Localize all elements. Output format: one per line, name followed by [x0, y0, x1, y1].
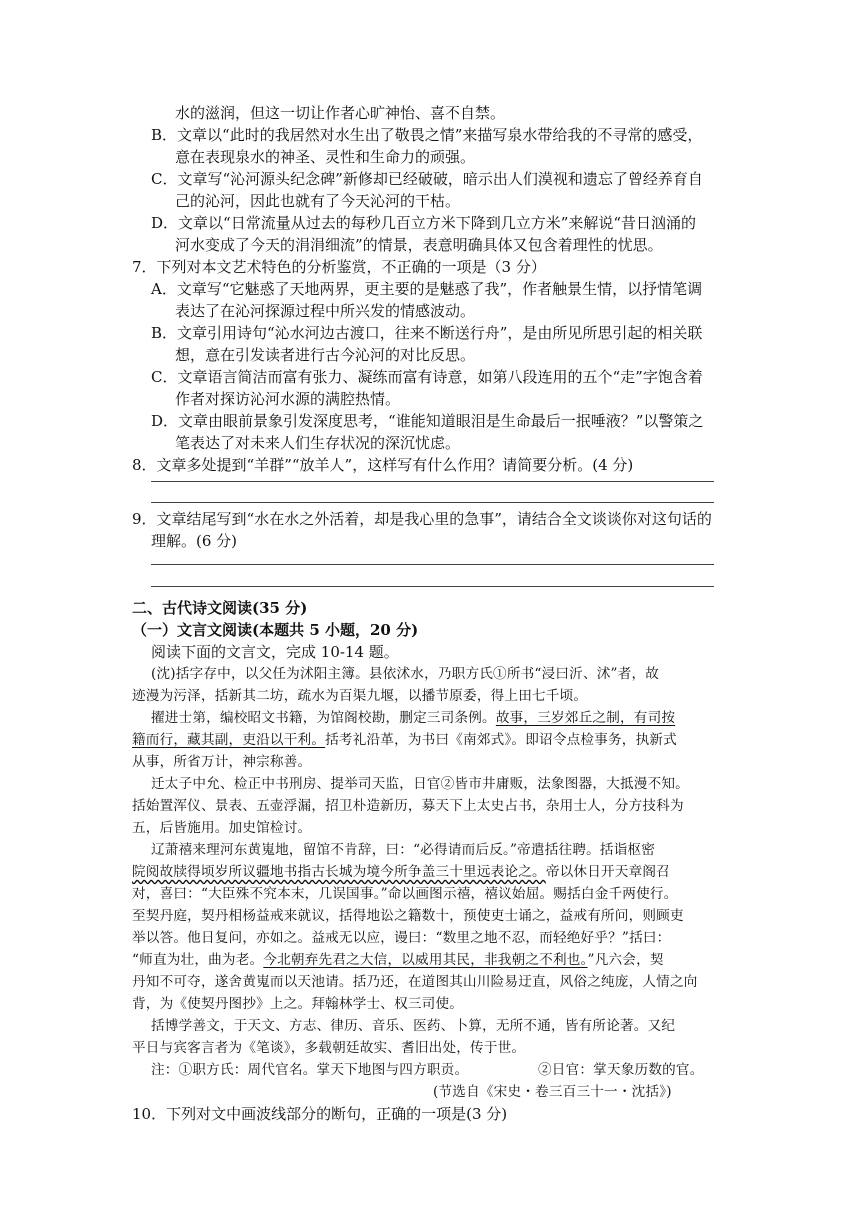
passage-text: ”凡六会，契	[587, 952, 664, 968]
q7-option-a-cont: 表达了在沁河探源过程中所兴发的情感波动。	[175, 302, 476, 320]
q7-stem: 7．下列对本文艺术特色的分析鉴赏，不正确的一项是（3 分）	[132, 258, 546, 276]
passage-line: 至契丹庭，契丹相杨益戒来就议，括得地讼之籍数十，预使吏士诵之，益戒有所问，则顾吏	[132, 908, 684, 924]
underlined-sentence: 今北朝弃先君之大信，以威用其民，非我朝之不利也。	[263, 952, 588, 968]
passage-text: 帝以休日开天章阁召	[545, 864, 670, 880]
passage-text: 擢进士第，编校昭文书籍，为馆阁校勘，删定三司条例。	[151, 710, 496, 726]
passage-line: 举以答。他日复问，亦如之。益戒无以应，谩曰：“数里之地不忍，而轻绝好乎？”括曰：	[132, 930, 671, 946]
instruction: 阅读下面的文言文，完成 10-14 题。	[151, 643, 399, 661]
answer-line	[151, 481, 714, 482]
passage-line: 对，喜曰：“大臣殊不究本末，几误国事。”命以画图示禧，禧议始屈。赐括白金千两使行。	[132, 886, 678, 902]
passage-text: “师直为壮，曲为老。	[132, 952, 264, 968]
passage-line: 迁太子中允、检正中书刑房、提举司天监，日官②皆市井庸贩，法象图器，大抵漫不知。	[151, 776, 689, 792]
q7-option-d-cont: 笔表达了对未来人们生存状况的深沉忧虑。	[175, 434, 461, 452]
subsection-title: （一）文言文阅读(本题共 5 小题，20 分)	[132, 621, 419, 639]
passage-line: 五，后皆施用。加史馆检讨。	[132, 820, 312, 836]
answer-line	[151, 564, 714, 565]
passage-line	[132, 949, 664, 971]
q9-stem-cont: 理解。(6 分)	[151, 532, 238, 550]
underlined-sentence: 故事，三岁郊丘之制，有司按	[495, 710, 676, 726]
passage-line: 背，为《使契丹图抄》上之。拜翰林学士、权三司使。	[132, 996, 464, 1012]
answer-line	[151, 502, 714, 503]
wavy-underlined-sentence: 院阅故牍得顷岁所议疆地书指古长城为境今所争盖三十里远表论之。	[132, 864, 546, 880]
q10-stem: 10．下列对文中画波线部分的断句，正确的一项是(3 分)	[132, 1105, 508, 1123]
passage-line	[132, 861, 670, 883]
passage-text: 括考礼沿革，为书曰《南郊式》。即诏令点检事务，执新式	[325, 732, 677, 748]
underlined-sentence: 籍而行，藏其副，吏沿以干利。	[132, 732, 326, 748]
q8-stem: 8．文章多处提到“羊群”“放羊人”，这样写有什么作用？请简要分析。(4 分)	[132, 456, 634, 474]
q6-option-c: C．文章写“沁河源头纪念碑”新修却已经破破，暗示出人们漠视和遗忘了曾经养育自	[151, 170, 703, 188]
q6-option-b: B．文章以“此时的我居然对水生出了敬畏之情”来描写泉水带给我的不寻常的感受，	[151, 126, 703, 144]
passage-line: 辽萧禧来理河东黄嵬地，留馆不肯辞，曰：“必得请而后反。”帝遣括往聘。括诣枢密	[151, 842, 656, 858]
source-citation: (节选自《宋史・卷三百三十一・沈括》)	[433, 1084, 672, 1100]
q6-option-d: D．文章以“日常流量从过去的每秒几百立方米下降到几立方米”来解说“昔日汹涌的	[151, 214, 697, 232]
q7-option-c: C．文章语言简洁而富有张力、凝练而富有诗意，如第八段连用的五个“走”字饱含着	[151, 368, 703, 386]
answer-line	[151, 586, 714, 587]
passage-line: (沈)括字存中，以父任为沭阳主簿。县依沭水，乃职方氏①所书“浸曰沂、沭”者，故	[151, 666, 660, 682]
passage-line: 从事，所省万计，神宗称善。	[132, 754, 312, 770]
q7-option-d: D．文章由眼前景象引发深度思考，“谁能知道眼泪是生命最后一抿唾液？”以警策之	[151, 412, 704, 430]
q9-stem: 9．文章结尾写到“水在水之外活着，却是我心里的急事”，请结合全文谈谈你对这句话的	[132, 510, 712, 528]
q6-option-b-cont: 意在表现泉水的神圣、灵性和生命力的顽强。	[175, 148, 476, 166]
q7-option-b: B．文章引用诗句“沁水河边古渡口，往来不断送行舟”，是由所见所思引起的相关联	[151, 324, 703, 342]
passage-line: 平日与宾客言者为《笔谈》，多载朝廷故实、耆旧出处，传于世。	[132, 1040, 526, 1056]
q7-option-a: A．文章写“它魅惑了天地两界，更主要的是魅惑了我”，作者触景生情，以抒情笔调	[151, 280, 703, 298]
q6-option-a-cont: 水的滋润，但这一切让作者心旷神怡、喜不自禁。	[175, 104, 506, 122]
passage-line: 丹知不可夺，遂舍黄嵬而以天池请。括乃还，在道图其山川险易迂直，风俗之纯庞，人情之向	[132, 974, 698, 990]
passage-line: 括博学善文，于天文、方志、律历、音乐、医药、卜算，无所不通，皆有所论著。又纪	[151, 1018, 676, 1034]
passage-line	[151, 707, 675, 729]
section-title: 二、古代诗文阅读(35 分)	[132, 599, 308, 617]
q6-option-d-cont: 河水变成了今天的涓涓细流”的情景，表意明确具体又包含着理性的忧思。	[175, 236, 663, 254]
footnote-1: 注：①职方氏：周代官名。掌天下地图与四方职贡。	[151, 1062, 469, 1078]
passage-line	[132, 729, 677, 751]
q6-option-c-cont: 己的沁河，因此也就有了今天沁河的干枯。	[175, 192, 461, 210]
q7-option-c-cont: 作者对探访沁河水源的满腔热情。	[175, 390, 401, 408]
passage-line: 迹漫为污泽，括新其二坊，疏水为百渠九堰，以播节原委，得上田七千顷。	[132, 688, 588, 704]
passage-line: 括始置浑仪、景表、五壶浮漏，招卫朴造新历，募天下上太史占书，杂用士人，分方技科为	[132, 798, 684, 814]
footnote-2: ②日官：掌天象历数的官。	[538, 1062, 704, 1078]
q7-option-b-cont: 想，意在引发读者进行古今沁河的对比反思。	[175, 346, 476, 364]
